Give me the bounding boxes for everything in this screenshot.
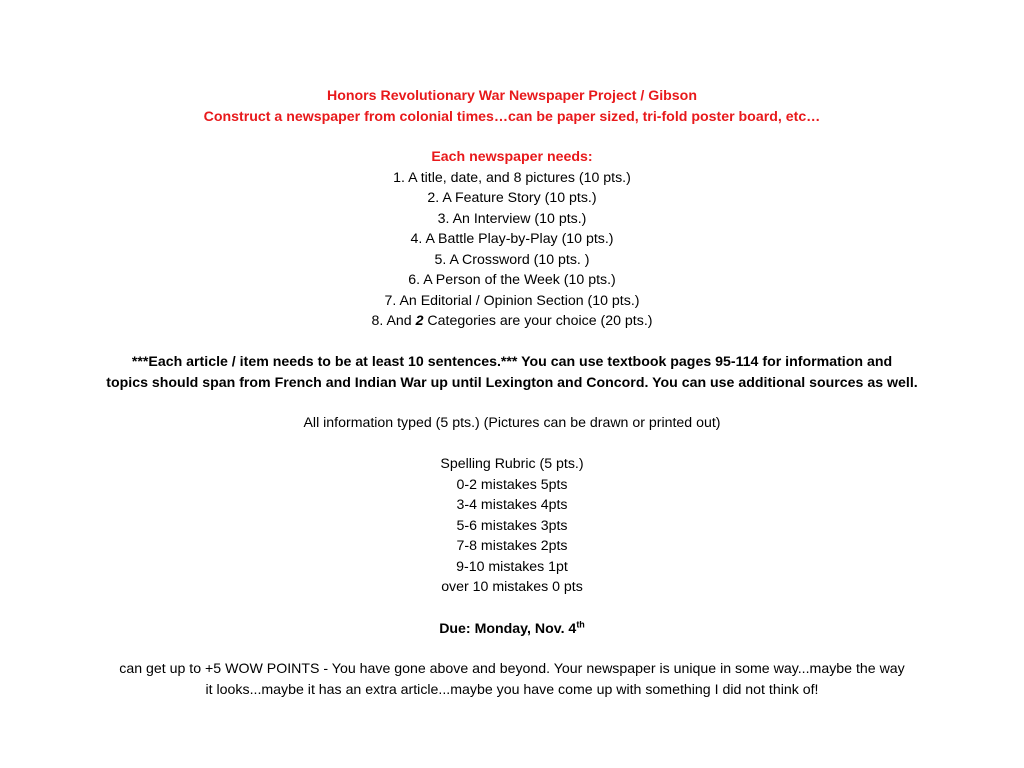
rubric-item: 0-2 mistakes 5pts — [456, 476, 568, 493]
sentence-note-line-2: topics should span from French and Indian War up until Lexington and Concord. You can use additional sources as well. — [106, 374, 918, 391]
rubric-item: 5-6 mistakes 3pts — [456, 517, 568, 534]
rubric-item: 9-10 mistakes 1pt — [456, 558, 568, 575]
title-block — [0, 86, 1024, 127]
wow-points — [0, 659, 1024, 700]
requirement-item: 5. A Crossword (10 pts. ) — [434, 251, 590, 268]
due-date — [0, 619, 1024, 640]
sentence-note-line-1: ***Each article / item needs to be at least 10 sentences.*** You can use textbook pages 95-114 for information and — [131, 354, 893, 370]
due-date-line — [0, 619, 1024, 640]
requirements-list — [0, 147, 1024, 332]
requirement-item: 4. A Battle Play-by-Play (10 pts.) — [410, 231, 614, 247]
requirement-item: 3. An Interview (10 pts.) — [437, 210, 587, 227]
typed-requirement-text: All information typed (5 pts.) (Pictures can be drawn or printed out) — [303, 415, 721, 431]
spelling-rubric — [0, 454, 1024, 598]
requirement-item-8-emphasis: 2 — [415, 313, 424, 329]
wow-points-line-1: can get up to +5 WOW POINTS - You have gone above and beyond. Your newspaper is unique in some way...maybe the way — [119, 661, 905, 677]
rubric-item: over 10 mistakes 0 pts — [441, 579, 583, 595]
project-title: Honors Revolutionary War Newspaper Project / Gibson — [327, 88, 697, 104]
rubric-heading: Spelling Rubric (5 pts.) — [440, 456, 584, 472]
due-date-suffix: th — [576, 619, 585, 630]
project-subtitle: Construct a newspaper from colonial times…can be paper sized, tri-fold poster board, etc… — [203, 108, 821, 125]
rubric-item: 3-4 mistakes 4pts — [456, 497, 568, 513]
requirement-item-8 — [0, 311, 1024, 332]
due-date-text: Due: Monday, Nov. 4 — [439, 621, 577, 637]
requirement-item: 2. A Feature Story (10 pts.) — [427, 190, 597, 206]
requirement-item: 7. An Editorial / Opinion Section (10 pts.) — [384, 292, 640, 309]
sentence-note — [0, 352, 1024, 393]
requirement-item: 6. A Person of the Week (10 pts.) — [408, 272, 616, 288]
wow-points-line-2: it looks...maybe it has an extra article...maybe you have come up with something I did not think of! — [205, 681, 819, 698]
requirement-item-8-prefix: 8. And — [371, 313, 416, 329]
requirement-item: 1. A title, date, and 8 pictures (10 pts.) — [393, 169, 631, 186]
requirements-heading: Each newspaper needs: — [431, 149, 593, 165]
requirement-item-8-suffix: Categories are your choice (20 pts.) — [423, 313, 653, 329]
rubric-item: 7-8 mistakes 2pts — [456, 538, 568, 554]
typed-requirement — [0, 413, 1024, 434]
